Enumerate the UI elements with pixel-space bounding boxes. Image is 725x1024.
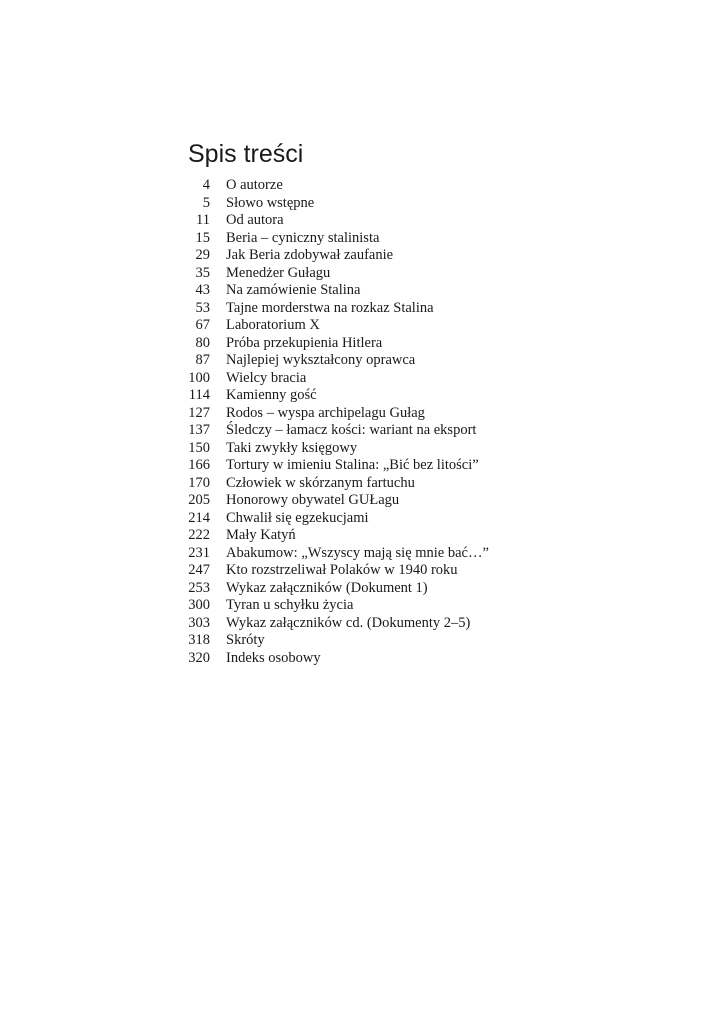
toc-entry bbox=[0, 300, 500, 318]
toc-page-number: 231 bbox=[188, 544, 210, 561]
toc-page-number: 318 bbox=[188, 632, 210, 648]
toc-entry-title: Słowo wstępne bbox=[226, 194, 315, 211]
toc-page-number: 29 bbox=[195, 247, 210, 263]
toc-entry bbox=[0, 527, 500, 545]
toc-page-number: 166 bbox=[188, 457, 210, 473]
toc-page-number: 214 bbox=[188, 509, 210, 526]
toc-page-number: 150 bbox=[188, 439, 210, 456]
toc-entry-title: Mały Katyń bbox=[226, 527, 296, 543]
toc-entry-title: Wykaz załączników (Dokument 1) bbox=[226, 579, 428, 596]
toc-page-number: 205 bbox=[188, 492, 210, 508]
toc-entry-title: Próba przekupienia Hitlera bbox=[226, 334, 383, 351]
toc-page-number: 127 bbox=[188, 404, 210, 421]
toc-page-number: 53 bbox=[195, 299, 210, 316]
toc-page-number: 4 bbox=[202, 177, 210, 193]
toc-entry-title: Jak Beria zdobywał zaufanie bbox=[226, 247, 394, 263]
toc-list bbox=[0, 177, 500, 667]
toc-page-number: 137 bbox=[188, 422, 210, 438]
toc-entry-title: Wielcy bracia bbox=[226, 369, 307, 386]
toc-entry bbox=[0, 545, 500, 563]
toc-entry bbox=[0, 597, 500, 615]
toc-entry bbox=[0, 457, 500, 475]
toc-page-number: 100 bbox=[188, 369, 210, 386]
toc-entry bbox=[0, 492, 500, 510]
toc-title: Spis treści bbox=[188, 140, 304, 168]
toc-page-number: 80 bbox=[195, 334, 210, 351]
toc-entry-title: Skróty bbox=[226, 632, 265, 648]
toc-entry-title: Tajne morderstwa na rozkaz Stalina bbox=[226, 299, 434, 316]
toc-page-number: 114 bbox=[188, 387, 210, 403]
toc-page-number: 300 bbox=[188, 597, 210, 613]
toc-entry-title: Tyran u schyłku życia bbox=[226, 597, 354, 613]
toc-entry-title: Na zamówienie Stalina bbox=[226, 282, 361, 298]
toc-page-number: 5 bbox=[202, 194, 210, 211]
toc-page-number: 35 bbox=[195, 264, 210, 281]
toc-entry-title: Chwalił się egzekucjami bbox=[226, 509, 369, 526]
toc-page-number: 87 bbox=[195, 352, 210, 368]
toc-page-number: 222 bbox=[188, 527, 210, 543]
toc-entry-title: Najlepiej wykształcony oprawca bbox=[226, 352, 416, 368]
toc-entry-title: Indeks osobowy bbox=[226, 649, 321, 666]
toc-entry bbox=[0, 405, 500, 423]
toc-entry bbox=[0, 632, 500, 650]
toc-page-number: 247 bbox=[188, 562, 210, 578]
toc-entry-title: Honorowy obywatel GUŁagu bbox=[226, 492, 400, 508]
toc-entry-title: Wykaz załączników cd. (Dokumenty 2–5) bbox=[226, 614, 471, 631]
toc-entry-title: Laboratorium X bbox=[226, 317, 320, 333]
toc-page-number: 170 bbox=[188, 474, 210, 491]
toc-entry bbox=[0, 352, 500, 370]
toc-entry bbox=[0, 335, 500, 353]
toc-entry bbox=[0, 230, 500, 248]
toc-page-number: 253 bbox=[188, 579, 210, 596]
toc-page-number: 43 bbox=[195, 282, 210, 298]
toc-page-number: 303 bbox=[188, 614, 210, 631]
toc-entry bbox=[0, 615, 500, 633]
toc-entry bbox=[0, 562, 500, 580]
toc-entry bbox=[0, 317, 500, 335]
toc-entry bbox=[0, 265, 500, 283]
toc-entry-title: O autorze bbox=[226, 177, 283, 193]
toc-page-number: 11 bbox=[196, 212, 210, 228]
toc-entry-title: Rodos – wyspa archipelagu Gułag bbox=[226, 404, 425, 421]
toc-entry bbox=[0, 422, 500, 440]
toc-entry bbox=[0, 580, 500, 598]
toc-entry-title: Menedżer Gułagu bbox=[226, 264, 331, 281]
toc-entry-title: Tortury w imieniu Stalina: „Bić bez litości” bbox=[226, 457, 479, 473]
toc-entry bbox=[0, 370, 500, 388]
toc-entry bbox=[0, 195, 500, 213]
toc-entry-title: Od autora bbox=[226, 212, 284, 228]
toc-entry bbox=[0, 650, 500, 668]
toc-entry bbox=[0, 387, 500, 405]
toc-entry bbox=[0, 212, 500, 230]
toc-entry bbox=[0, 282, 500, 300]
toc-page-number: 15 bbox=[195, 229, 210, 246]
toc-page-number: 320 bbox=[188, 649, 210, 666]
toc-entry-title: Człowiek w skórzanym fartuchu bbox=[226, 474, 415, 491]
toc-entry-title: Kto rozstrzeliwał Polaków w 1940 roku bbox=[226, 562, 458, 578]
toc-entry bbox=[0, 440, 500, 458]
toc-entry bbox=[0, 247, 500, 265]
toc-entry-title: Abakumow: „Wszyscy mają się mnie bać…” bbox=[226, 544, 489, 561]
toc-entry-title: Beria – cyniczny stalinista bbox=[226, 229, 380, 246]
toc-entry-title: Śledczy – łamacz kości: wariant na eksport bbox=[226, 422, 477, 438]
toc-entry bbox=[0, 475, 500, 493]
toc-page-number: 67 bbox=[195, 317, 210, 333]
toc-entry bbox=[0, 177, 500, 195]
toc-entry-title: Taki zwykły księgowy bbox=[226, 439, 358, 456]
toc-entry-title: Kamienny gość bbox=[226, 387, 317, 403]
toc-entry bbox=[0, 510, 500, 528]
